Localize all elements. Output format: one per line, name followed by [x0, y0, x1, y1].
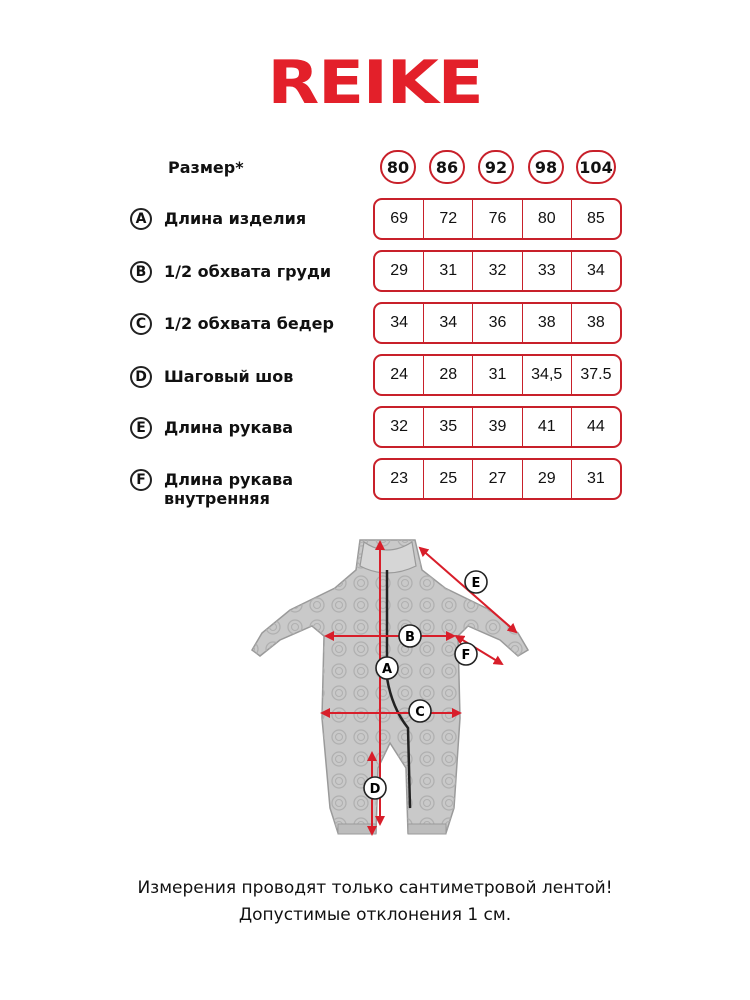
table-cell: 23	[390, 470, 408, 487]
row-values-c	[373, 302, 622, 344]
row-label-d	[130, 366, 293, 388]
letter-badge-b: B	[130, 261, 152, 283]
size-pill-98: 98	[528, 150, 564, 184]
table-cell: 72	[423, 200, 472, 238]
table-cell: 33	[522, 252, 571, 290]
table-cell: 34	[571, 252, 620, 290]
size-pill-104: 104	[576, 150, 616, 184]
table-cell: 39	[472, 408, 521, 446]
row-label-f	[130, 469, 304, 508]
table-cell: 32	[472, 252, 521, 290]
table-cell: 38	[522, 304, 571, 342]
table-cell: 29	[522, 460, 571, 498]
row-values-b	[373, 250, 622, 292]
table-cell: 34	[390, 314, 408, 331]
table-cell: 34	[423, 304, 472, 342]
figure-label-a: A	[381, 662, 393, 677]
letter-badge-a: A	[130, 208, 152, 230]
table-cell: 28	[423, 356, 472, 394]
figure-label-b: B	[405, 630, 415, 645]
size-header: Размер*	[168, 158, 244, 177]
table-cell: 32	[390, 418, 408, 435]
table-cell: 24	[390, 366, 408, 383]
size-pill-92: 92	[478, 150, 514, 184]
row-values-e	[373, 406, 622, 448]
table-cell: 27	[472, 460, 521, 498]
figure-label-c: C	[415, 705, 425, 720]
table-cell: 31	[472, 356, 521, 394]
row-label-text: Шаговый шов	[164, 367, 294, 386]
row-label-text: Длина рукава	[164, 418, 294, 437]
row-label-text: 1/2 обхвата бедер	[164, 314, 334, 333]
size-pill-80: 80	[380, 150, 416, 184]
row-label-text: 1/2 обхвата груди	[164, 262, 332, 281]
letter-badge-c: C	[130, 313, 152, 335]
table-cell: 85	[571, 200, 620, 238]
row-values-a	[373, 198, 622, 240]
table-cell: 80	[522, 200, 571, 238]
row-values-d	[373, 354, 622, 396]
table-cell: 44	[571, 408, 620, 446]
size-pill-86: 86	[429, 150, 465, 184]
table-cell: 35	[423, 408, 472, 446]
letter-badge-e: E	[130, 417, 152, 439]
table-cell: 37.5	[571, 356, 620, 394]
footer-line-2: Допустимые отклонения 1 см.	[238, 905, 512, 925]
row-label-text: Длина изделия	[164, 209, 307, 228]
letter-badge-d: D	[130, 366, 152, 388]
row-values-f	[373, 458, 622, 500]
jumpsuit-diagram	[240, 528, 540, 858]
table-cell: 34,5	[522, 356, 571, 394]
row-label-a	[130, 208, 306, 230]
brand-logo: REIKE	[267, 48, 483, 118]
table-cell: 25	[423, 460, 472, 498]
figure-label-d: D	[369, 782, 381, 797]
row-label-e	[130, 417, 293, 439]
table-cell: 31	[571, 460, 620, 498]
table-cell: 29	[390, 262, 408, 279]
table-cell: 31	[423, 252, 472, 290]
figure-label-e: E	[471, 576, 481, 591]
row-label-b	[130, 261, 331, 283]
figure-label-f: F	[461, 648, 471, 663]
table-cell: 69	[390, 210, 408, 227]
footer-line-1: Измерения проводят только сантиметровой лентой!	[137, 878, 613, 898]
row-label-c	[130, 313, 334, 335]
table-cell: 41	[522, 408, 571, 446]
row-label-text: Длина рукава внутренняя	[164, 470, 294, 508]
letter-badge-f: F	[130, 469, 152, 491]
table-cell: 76	[472, 200, 521, 238]
table-cell: 38	[571, 304, 620, 342]
table-cell: 36	[472, 304, 521, 342]
